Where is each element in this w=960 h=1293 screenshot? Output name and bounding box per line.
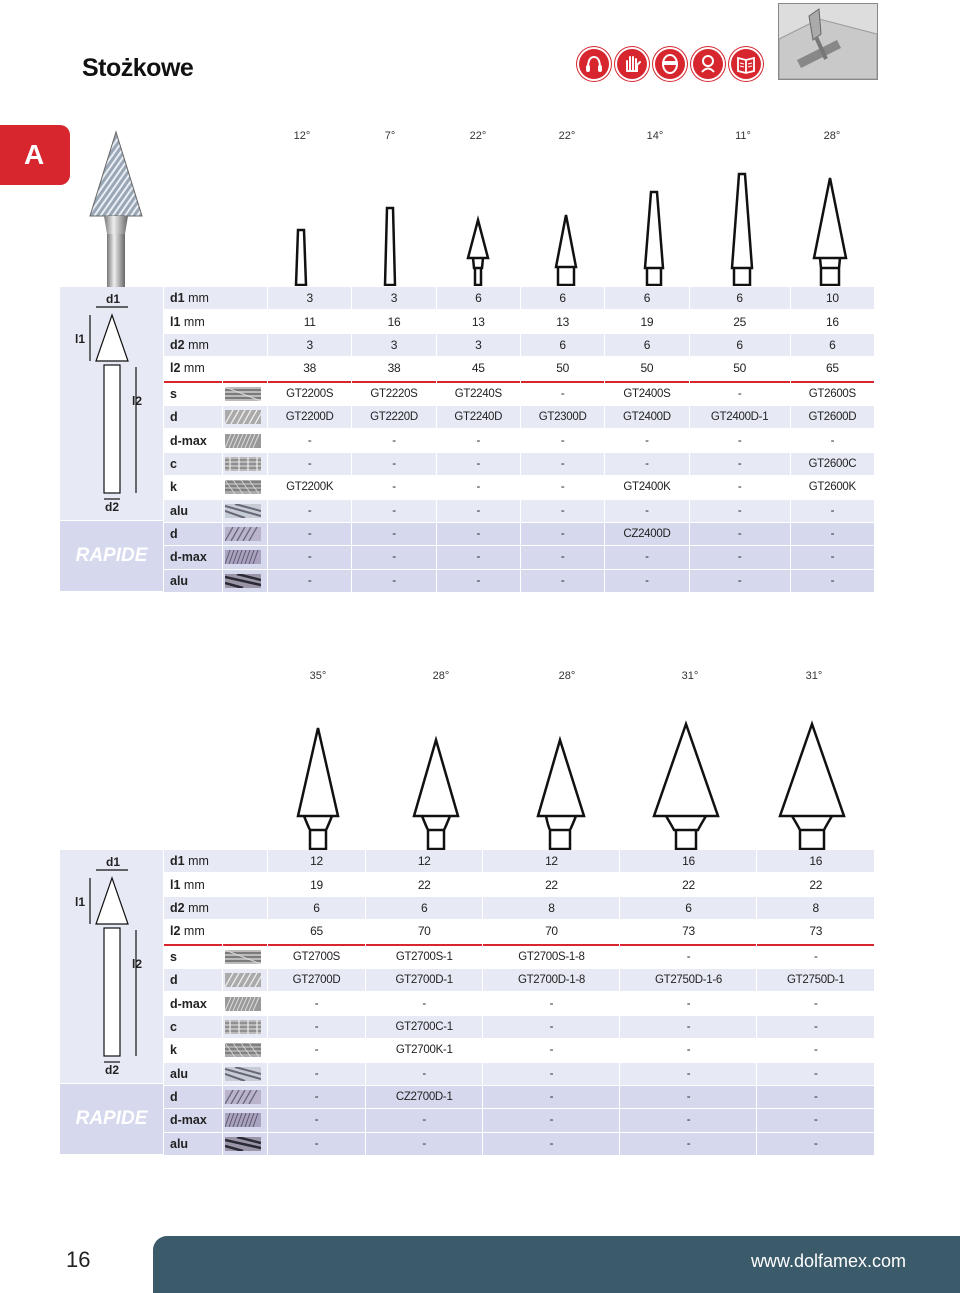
burr-profile: [296, 230, 306, 285]
cut-type-label: alu: [164, 570, 222, 592]
product-code-cell: -: [791, 570, 874, 592]
product-code-cell: GT2700S-1: [366, 944, 482, 968]
unit-label: mm: [183, 361, 205, 376]
table-cell: 45: [437, 357, 520, 379]
cut-pattern-icon: [223, 1133, 267, 1155]
cut-type-row: [164, 500, 874, 522]
product-code-cell: -: [437, 546, 520, 568]
cut-type-label: alu: [164, 500, 222, 522]
product-code-cell: -: [620, 1039, 756, 1061]
table-cell: 12: [268, 850, 365, 872]
product-code-cell: -: [605, 546, 688, 568]
product-code-cell: -: [483, 1133, 619, 1155]
product-code-cell: -: [620, 1063, 756, 1085]
page-title: Stożkowe: [82, 54, 194, 82]
product-code-cell: -: [483, 1039, 619, 1061]
cut-pattern-icon: [223, 944, 267, 968]
cut-pattern-icon: [223, 453, 267, 475]
product-code-cell: -: [268, 1016, 365, 1038]
d1-label: d1: [106, 292, 121, 306]
rapide-row: [164, 546, 874, 568]
d2-label: d2: [105, 500, 120, 514]
product-code-cell: -: [521, 500, 604, 522]
product-code-cell: GT2700S-1-8: [483, 944, 619, 968]
product-code-cell: -: [791, 500, 874, 522]
table-cell: 6: [791, 334, 874, 356]
dimension-name: l2: [170, 361, 181, 376]
product-code-cell: -: [437, 570, 520, 592]
table-cell: 3: [352, 334, 435, 356]
burr-schematic: [60, 850, 163, 1083]
l2-label: l2: [132, 957, 143, 971]
product-code-cell: -: [605, 500, 688, 522]
product-code-cell: GT2200K: [268, 476, 351, 498]
cut-type-label: c: [164, 1016, 222, 1038]
product-code-cell: -: [757, 944, 874, 968]
table-cell: 8: [757, 897, 874, 919]
product-code-cell: -: [757, 1133, 874, 1155]
rapide-row: [164, 570, 874, 592]
spec-table-2: [163, 849, 875, 1156]
rapide-row: [164, 523, 874, 545]
cut-type-row: [164, 476, 874, 498]
manual-icon: [731, 49, 761, 79]
product-code-cell: -: [757, 1109, 874, 1131]
table-cell: 11: [268, 310, 351, 332]
dimension-row: [164, 334, 874, 356]
product-code-cell: -: [605, 429, 688, 451]
product-code-cell: -: [437, 429, 520, 451]
cut-pattern-icon: [223, 546, 267, 568]
product-code-cell: -: [521, 381, 604, 405]
product-code-cell: CZ2700D-1: [366, 1086, 482, 1108]
cut-type-row: [164, 429, 874, 451]
cut-type-row: [164, 1039, 874, 1061]
l2-label: l2: [132, 394, 143, 408]
cut-type-label: d: [164, 1086, 222, 1108]
product-code-cell: GT2750D-1-6: [620, 969, 756, 991]
product-code-cell: -: [268, 1086, 365, 1108]
cut-type-label: d-max: [164, 546, 222, 568]
unit-label: mm: [183, 314, 205, 329]
table-cell: 70: [366, 920, 482, 942]
row-label: [164, 873, 267, 895]
table-cell: 3: [268, 334, 351, 356]
angle-label: 12°: [293, 130, 311, 142]
product-code-cell: GT2700D-1: [366, 969, 482, 991]
table-cell: 38: [268, 357, 351, 379]
angle-label: 22°: [558, 130, 576, 142]
product-code-cell: GT2400D-1: [690, 406, 790, 428]
cut-type-row: [164, 969, 874, 991]
table-cell: 16: [352, 310, 435, 332]
row-label: [164, 287, 267, 309]
cut-type-label: d-max: [164, 1109, 222, 1131]
product-code-cell: -: [366, 1063, 482, 1085]
angle-label: 11°: [735, 130, 751, 142]
dimension-row: [164, 850, 874, 872]
product-code-cell: GT2400K: [605, 476, 688, 498]
product-code-cell: -: [620, 1086, 756, 1108]
table-cell: 13: [521, 310, 604, 332]
product-code-cell: -: [366, 1133, 482, 1155]
table-cell: 6: [521, 287, 604, 309]
product-code-cell: -: [437, 453, 520, 475]
product-code-cell: GT2300D: [521, 406, 604, 428]
product-code-cell: GT2600K: [791, 476, 874, 498]
row-label: [164, 850, 267, 872]
table-cell: 3: [352, 287, 435, 309]
cut-type-row: [164, 1063, 874, 1085]
product-code-cell: GT2400S: [605, 381, 688, 405]
product-code-cell: -: [483, 1016, 619, 1038]
burr-profile: [780, 724, 844, 849]
cut-pattern-icon: [223, 570, 267, 592]
product-code-cell: -: [690, 546, 790, 568]
cut-pattern-icon: [223, 1109, 267, 1131]
product-code-cell: GT2700D-1-8: [483, 969, 619, 991]
table-cell: 6: [605, 334, 688, 356]
product-code-cell: GT2700D: [268, 969, 365, 991]
table-cell: 6: [366, 897, 482, 919]
table-cell: 16: [620, 850, 756, 872]
table-cell: 19: [605, 310, 688, 332]
product-code-cell: -: [483, 1063, 619, 1085]
dimension-name: l2: [170, 924, 181, 939]
product-code-cell: GT2200S: [268, 381, 351, 405]
cut-type-row: [164, 453, 874, 475]
table-cell: 50: [605, 357, 688, 379]
product-code-cell: -: [690, 429, 790, 451]
product-code-cell: GT2700K-1: [366, 1039, 482, 1061]
table-cell: 6: [437, 287, 520, 309]
dimension-row: [164, 287, 874, 309]
dimension-name: d2: [170, 900, 185, 915]
table-cell: 6: [690, 334, 790, 356]
table-cell: 12: [366, 850, 482, 872]
product-code-cell: GT2200D: [268, 406, 351, 428]
product-code-cell: -: [620, 1109, 756, 1131]
product-code-cell: -: [366, 992, 482, 1014]
product-code-cell: -: [483, 1109, 619, 1131]
product-code-cell: -: [620, 1133, 756, 1155]
angle-label: 22°: [469, 130, 487, 142]
product-code-cell: -: [757, 1039, 874, 1061]
dimension-name: d1: [170, 854, 185, 869]
cut-type-label: d: [164, 523, 222, 545]
product-code-cell: -: [268, 1039, 365, 1061]
rapide-label: RAPIDE: [60, 1084, 163, 1154]
table-cell: 22: [620, 873, 756, 895]
d2-label: d2: [105, 1063, 120, 1077]
cut-pattern-icon: [223, 476, 267, 498]
product-code-cell: GT2600D: [791, 406, 874, 428]
burr-profile: [414, 740, 458, 849]
product-code-cell: GT2700S: [268, 944, 365, 968]
conical-burr-photo: [80, 130, 152, 295]
product-code-cell: GT2220D: [352, 406, 435, 428]
table-cell: 16: [791, 310, 874, 332]
table-cell: 10: [791, 287, 874, 309]
burr-profile: [814, 178, 846, 285]
table-cell: 65: [268, 920, 365, 942]
cut-type-label: c: [164, 453, 222, 475]
dimension-row: [164, 357, 874, 379]
rapide-row: [164, 1133, 874, 1155]
product-code-cell: -: [620, 944, 756, 968]
table-cell: 65: [791, 357, 874, 379]
product-code-cell: -: [352, 523, 435, 545]
burr-profile: [468, 220, 488, 285]
table-cell: 38: [352, 357, 435, 379]
table-cell: 6: [268, 897, 365, 919]
table-cell: 6: [690, 287, 790, 309]
unit-label: mm: [188, 291, 209, 306]
table-cell: 13: [437, 310, 520, 332]
cut-type-label: s: [164, 381, 222, 405]
table-cell: 22: [483, 873, 619, 895]
product-code-cell: -: [521, 453, 604, 475]
product-code-cell: -: [352, 429, 435, 451]
dimension-name: d2: [170, 337, 185, 352]
table-cell: 73: [757, 920, 874, 942]
product-code-cell: -: [268, 453, 351, 475]
cut-type-row: [164, 944, 874, 968]
product-code-cell: -: [521, 546, 604, 568]
unit-label: mm: [183, 924, 205, 939]
table-cell: 8: [483, 897, 619, 919]
cut-pattern-icon: [223, 992, 267, 1014]
product-code-cell: -: [791, 523, 874, 545]
cut-type-label: k: [164, 476, 222, 498]
product-code-cell: -: [690, 453, 790, 475]
cut-type-row: [164, 1016, 874, 1038]
table-cell: 3: [268, 287, 351, 309]
cut-type-label: alu: [164, 1063, 222, 1085]
burr-profile: [732, 174, 752, 285]
product-code-cell: -: [605, 453, 688, 475]
section-tab: A: [0, 125, 70, 185]
dimension-row: [164, 310, 874, 332]
product-code-cell: -: [268, 1063, 365, 1085]
cut-pattern-icon: [223, 429, 267, 451]
product-code-cell: -: [757, 1086, 874, 1108]
product-code-cell: -: [268, 570, 351, 592]
table-cell: 6: [521, 334, 604, 356]
cut-type-label: k: [164, 1039, 222, 1061]
angle-label: 35°: [309, 670, 327, 682]
table-cell: 25: [690, 310, 790, 332]
website-link[interactable]: www.dolfamex.com: [750, 1251, 906, 1271]
product-code-cell: -: [268, 1109, 365, 1131]
rapide-row: [164, 1086, 874, 1108]
table-cell: 6: [605, 287, 688, 309]
cut-pattern-icon: [223, 1016, 267, 1038]
face-mask-icon: [655, 49, 685, 79]
cut-type-label: d: [164, 969, 222, 991]
dimension-name: l1: [170, 877, 181, 892]
product-code-cell: -: [757, 1063, 874, 1085]
table-cell: 3: [437, 334, 520, 356]
product-code-cell: -: [483, 992, 619, 1014]
row-label: [164, 334, 267, 356]
angle-label: 14°: [646, 130, 664, 142]
product-code-cell: -: [690, 476, 790, 498]
cut-type-row: [164, 992, 874, 1014]
product-code-cell: -: [690, 570, 790, 592]
burr-profiles-row-1: [258, 170, 874, 286]
product-code-cell: GT2220S: [352, 381, 435, 405]
product-code-cell: -: [352, 453, 435, 475]
product-code-cell: -: [620, 1016, 756, 1038]
table-cell: 22: [366, 873, 482, 895]
spec-table-1: [163, 286, 875, 593]
product-code-cell: -: [791, 546, 874, 568]
product-code-cell: GT2400D: [605, 406, 688, 428]
goggles-icon: [693, 49, 723, 79]
cut-type-label: d: [164, 406, 222, 428]
cut-pattern-icon: [223, 969, 267, 991]
rapide-label: RAPIDE: [60, 521, 163, 591]
burr-profiles-row-2: [258, 718, 874, 850]
glove-icon: [617, 49, 647, 79]
cut-pattern-icon: [223, 523, 267, 545]
table-cell: 70: [483, 920, 619, 942]
cut-pattern-icon: [223, 381, 267, 405]
dimension-row: [164, 920, 874, 942]
angle-label: 7°: [384, 130, 396, 142]
product-code-cell: -: [268, 992, 365, 1014]
cut-pattern-icon: [223, 1063, 267, 1085]
cut-type-label: d-max: [164, 992, 222, 1014]
product-code-cell: -: [352, 546, 435, 568]
dimension-row: [164, 897, 874, 919]
cut-type-label: alu: [164, 1133, 222, 1155]
table-cell: 6: [620, 897, 756, 919]
product-code-cell: -: [521, 523, 604, 545]
product-code-cell: -: [757, 992, 874, 1014]
l1-label: l1: [75, 895, 86, 909]
product-code-cell: -: [690, 500, 790, 522]
row-label: [164, 920, 267, 942]
product-code-cell: -: [268, 500, 351, 522]
burr-profile: [538, 740, 584, 849]
ear-protection-icon: [579, 49, 609, 79]
table-cell: 50: [690, 357, 790, 379]
product-code-cell: -: [268, 523, 351, 545]
product-code-cell: -: [352, 500, 435, 522]
product-code-cell: GT2600S: [791, 381, 874, 405]
product-code-cell: GT2240D: [437, 406, 520, 428]
burr-profile: [654, 724, 718, 849]
product-code-cell: GT2700C-1: [366, 1016, 482, 1038]
cut-pattern-icon: [223, 406, 267, 428]
angle-label: 28°: [558, 670, 576, 682]
angle-label: 31°: [805, 670, 823, 682]
table-cell: 73: [620, 920, 756, 942]
product-code-cell: GT2600C: [791, 453, 874, 475]
cut-pattern-icon: [223, 1039, 267, 1061]
product-code-cell: -: [268, 429, 351, 451]
cut-type-label: d-max: [164, 429, 222, 451]
cut-type-label: s: [164, 944, 222, 968]
product-code-cell: -: [437, 476, 520, 498]
product-code-cell: -: [437, 500, 520, 522]
burr-profile: [298, 728, 338, 849]
table-cell: 19: [268, 873, 365, 895]
table-cell: 16: [757, 850, 874, 872]
product-code-cell: -: [620, 992, 756, 1014]
unit-label: mm: [183, 877, 205, 892]
unit-label: mm: [188, 900, 209, 915]
product-code-cell: -: [791, 429, 874, 451]
dimension-name: l1: [170, 314, 181, 329]
product-code-cell: GT2240S: [437, 381, 520, 405]
cut-type-row: [164, 381, 874, 405]
product-code-cell: -: [352, 476, 435, 498]
product-code-cell: -: [605, 570, 688, 592]
product-code-cell: -: [690, 523, 790, 545]
cut-type-row: [164, 406, 874, 428]
product-code-cell: -: [268, 546, 351, 568]
angle-label: 31°: [681, 670, 699, 682]
product-code-cell: -: [690, 381, 790, 405]
product-code-cell: -: [268, 1133, 365, 1155]
rapide-row: [164, 1109, 874, 1131]
product-code-cell: -: [757, 1016, 874, 1038]
angle-label: 28°: [432, 670, 450, 682]
d1-label: d1: [106, 855, 121, 869]
product-code-cell: -: [521, 570, 604, 592]
product-code-cell: -: [521, 476, 604, 498]
cut-pattern-icon: [223, 500, 267, 522]
product-code-cell: -: [352, 570, 435, 592]
row-label: [164, 897, 267, 919]
unit-label: mm: [188, 854, 209, 869]
product-code-cell: CZ2400D: [605, 523, 688, 545]
burr-schematic: [60, 287, 163, 520]
product-code-cell: -: [366, 1109, 482, 1131]
table-cell: 12: [483, 850, 619, 872]
dimension-row: [164, 873, 874, 895]
cut-pattern-icon: [223, 1086, 267, 1108]
table-cell: 22: [757, 873, 874, 895]
page-number: 16: [66, 1247, 91, 1272]
burr-profile: [645, 192, 663, 285]
burr-profile: [556, 215, 576, 285]
product-code-cell: -: [521, 429, 604, 451]
product-code-cell: GT2750D-1: [757, 969, 874, 991]
l1-label: l1: [75, 332, 86, 346]
dimension-name: d1: [170, 291, 185, 306]
angle-label: 28°: [823, 130, 841, 142]
product-code-cell: -: [437, 523, 520, 545]
row-label: [164, 310, 267, 332]
product-code-cell: -: [483, 1086, 619, 1108]
usage-illustration: [778, 3, 878, 80]
table-cell: 50: [521, 357, 604, 379]
unit-label: mm: [188, 337, 209, 352]
burr-profile: [385, 208, 395, 285]
row-label: [164, 357, 267, 379]
